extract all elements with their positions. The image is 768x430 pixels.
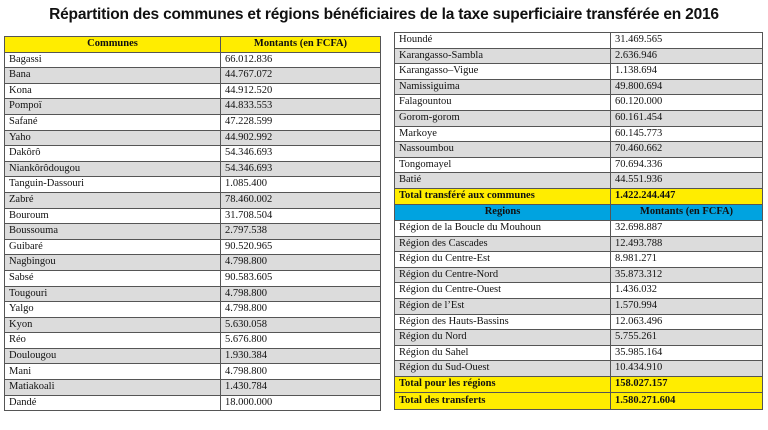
table-row	[5, 224, 381, 240]
amount-cell: 44.767.072	[221, 68, 381, 84]
table-row	[395, 110, 763, 126]
amount-cell: 32.698.887	[611, 221, 763, 237]
table-row	[395, 173, 763, 189]
amount-cell: 60.161.454	[611, 110, 763, 126]
table-row	[5, 208, 381, 224]
table-row	[395, 126, 763, 142]
name-cell: Région des Cascades	[395, 236, 611, 252]
table-row	[395, 95, 763, 111]
amount-cell: 4.798.800	[221, 286, 381, 302]
table-row	[395, 283, 763, 299]
total-regions-label: Total pour les régions	[395, 376, 611, 393]
amount-cell: 35.873.312	[611, 267, 763, 283]
name-cell: Bagassi	[5, 52, 221, 68]
name-cell: Région du Centre-Ouest	[395, 283, 611, 299]
amount-cell: 4.798.800	[221, 255, 381, 271]
name-cell: Yalgo	[5, 302, 221, 318]
name-cell: Guibaré	[5, 239, 221, 255]
amount-cell: 35.985.164	[611, 345, 763, 361]
amount-cell: 12.063.496	[611, 314, 763, 330]
amount-cell: 4.798.800	[221, 302, 381, 318]
name-cell: Sabsé	[5, 270, 221, 286]
name-cell: Kyon	[5, 317, 221, 333]
table-row	[5, 52, 381, 68]
table-row	[5, 395, 381, 411]
table-row	[5, 255, 381, 271]
name-cell: Bouroum	[5, 208, 221, 224]
table-row	[395, 221, 763, 237]
amount-cell: 90.583.605	[221, 270, 381, 286]
name-cell: Karangasso–Vigue	[395, 64, 611, 80]
amount-cell: 1.930.384	[221, 348, 381, 364]
name-cell: Bana	[5, 68, 221, 84]
table-row	[5, 302, 381, 318]
table-row	[395, 48, 763, 64]
table-row	[395, 64, 763, 80]
amount-cell: 5.676.800	[221, 333, 381, 349]
table-row	[5, 161, 381, 177]
table-row	[5, 270, 381, 286]
total-communes-row	[395, 188, 763, 205]
table-row	[5, 146, 381, 162]
name-cell: Niankôrôdougou	[5, 161, 221, 177]
name-cell: Région du Sahel	[395, 345, 611, 361]
amount-cell: 31.708.504	[221, 208, 381, 224]
table-row	[395, 252, 763, 268]
name-cell: Nagbingou	[5, 255, 221, 271]
page-title: Répartition des communes et régions bénéficiaires de la taxe superficiaire transférée en 2016	[49, 6, 719, 23]
total-transfers-value: 1.580.271.604	[611, 393, 763, 410]
amount-cell: 8.981.271	[611, 252, 763, 268]
amount-cell: 2.797.538	[221, 224, 381, 240]
name-cell: Namissiguima	[395, 79, 611, 95]
amount-cell: 49.800.694	[611, 79, 763, 95]
header-regions-montants: Montants (en FCFA)	[611, 205, 763, 221]
name-cell: Yaho	[5, 130, 221, 146]
name-cell: Matiakoali	[5, 380, 221, 396]
name-cell: Falagountou	[395, 95, 611, 111]
name-cell: Markoye	[395, 126, 611, 142]
name-cell: Nassoumbou	[395, 142, 611, 158]
name-cell: Karangasso-Sambla	[395, 48, 611, 64]
name-cell: Houndé	[395, 33, 611, 49]
table-row	[5, 286, 381, 302]
name-cell: Kona	[5, 83, 221, 99]
communes-table	[4, 36, 381, 411]
regions-table-body	[395, 221, 763, 377]
table-row	[5, 68, 381, 84]
amount-cell: 1.436.032	[611, 283, 763, 299]
amount-cell: 70.460.662	[611, 142, 763, 158]
name-cell: Dakôrô	[5, 146, 221, 162]
table-row	[395, 157, 763, 173]
table-row	[5, 83, 381, 99]
amount-cell: 1.085.400	[221, 177, 381, 193]
name-cell: Mani	[5, 364, 221, 380]
header-montants: Montants (en FCFA)	[221, 37, 381, 53]
amount-cell: 66.012.836	[221, 52, 381, 68]
table-row	[5, 364, 381, 380]
table-row	[5, 239, 381, 255]
amount-cell: 1.430.784	[221, 380, 381, 396]
regions-header-row	[395, 205, 763, 221]
name-cell: Région du Sud-Ouest	[395, 361, 611, 377]
total-transfers-label: Total des transferts	[395, 393, 611, 410]
amount-cell: 31.469.565	[611, 33, 763, 49]
name-cell: Gorom-gorom	[395, 110, 611, 126]
amount-cell: 2.636.946	[611, 48, 763, 64]
total-transfers-row	[395, 393, 763, 410]
regions-table	[394, 32, 763, 410]
table-row	[395, 142, 763, 158]
name-cell: Tanguin-Dassouri	[5, 177, 221, 193]
name-cell: Région des Hauts-Bassins	[395, 314, 611, 330]
amount-cell: 1.138.694	[611, 64, 763, 80]
header-communes: Communes	[5, 37, 221, 53]
table-row	[5, 130, 381, 146]
name-cell: Boussouma	[5, 224, 221, 240]
amount-cell: 78.460.002	[221, 192, 381, 208]
table-row	[5, 380, 381, 396]
amount-cell: 47.228.599	[221, 114, 381, 130]
table-row	[5, 114, 381, 130]
amount-cell: 44.833.553	[221, 99, 381, 115]
amount-cell: 12.493.788	[611, 236, 763, 252]
amount-cell: 4.798.800	[221, 364, 381, 380]
name-cell: Tongomayel	[395, 157, 611, 173]
name-cell: Tougouri	[5, 286, 221, 302]
table-row	[395, 314, 763, 330]
name-cell: Région du Centre-Est	[395, 252, 611, 268]
amount-cell: 5.755.261	[611, 330, 763, 346]
name-cell: Région du Centre-Nord	[395, 267, 611, 283]
table-row	[395, 345, 763, 361]
total-regions-row	[395, 376, 763, 393]
amount-cell: 1.570.994	[611, 299, 763, 315]
table-row	[5, 348, 381, 364]
amount-cell: 44.902.992	[221, 130, 381, 146]
table-row	[5, 333, 381, 349]
name-cell: Région de l’Est	[395, 299, 611, 315]
table-row	[395, 33, 763, 49]
amount-cell: 44.912.520	[221, 83, 381, 99]
communes-header-row	[5, 37, 381, 53]
table-row	[395, 361, 763, 377]
amount-cell: 60.145.773	[611, 126, 763, 142]
communes-table-body	[5, 52, 381, 411]
total-regions-value: 158.027.157	[611, 376, 763, 393]
name-cell: Région du Nord	[395, 330, 611, 346]
name-cell: Safané	[5, 114, 221, 130]
table-row	[395, 236, 763, 252]
amount-cell: 54.346.693	[221, 146, 381, 162]
amount-cell: 5.630.058	[221, 317, 381, 333]
table-row	[395, 299, 763, 315]
name-cell: Dandé	[5, 395, 221, 411]
amount-cell: 44.551.936	[611, 173, 763, 189]
amount-cell: 18.000.000	[221, 395, 381, 411]
table-row	[395, 267, 763, 283]
total-communes-label: Total transféré aux communes	[395, 188, 611, 205]
header-regions: Regions	[395, 205, 611, 221]
table-row	[395, 79, 763, 95]
name-cell: Réo	[5, 333, 221, 349]
amount-cell: 54.346.693	[221, 161, 381, 177]
table-row	[5, 317, 381, 333]
name-cell: Région de la Boucle du Mouhoun	[395, 221, 611, 237]
amount-cell: 60.120.000	[611, 95, 763, 111]
amount-cell: 70.694.336	[611, 157, 763, 173]
amount-cell: 90.520.965	[221, 239, 381, 255]
name-cell: Zabré	[5, 192, 221, 208]
name-cell: Batié	[395, 173, 611, 189]
name-cell: Pompoï	[5, 99, 221, 115]
table-row	[5, 99, 381, 115]
communes-continued-body	[395, 33, 763, 189]
table-row	[5, 192, 381, 208]
table-row	[395, 330, 763, 346]
amount-cell: 10.434.910	[611, 361, 763, 377]
name-cell: Doulougou	[5, 348, 221, 364]
table-row	[5, 177, 381, 193]
total-communes-value: 1.422.244.447	[611, 188, 763, 205]
